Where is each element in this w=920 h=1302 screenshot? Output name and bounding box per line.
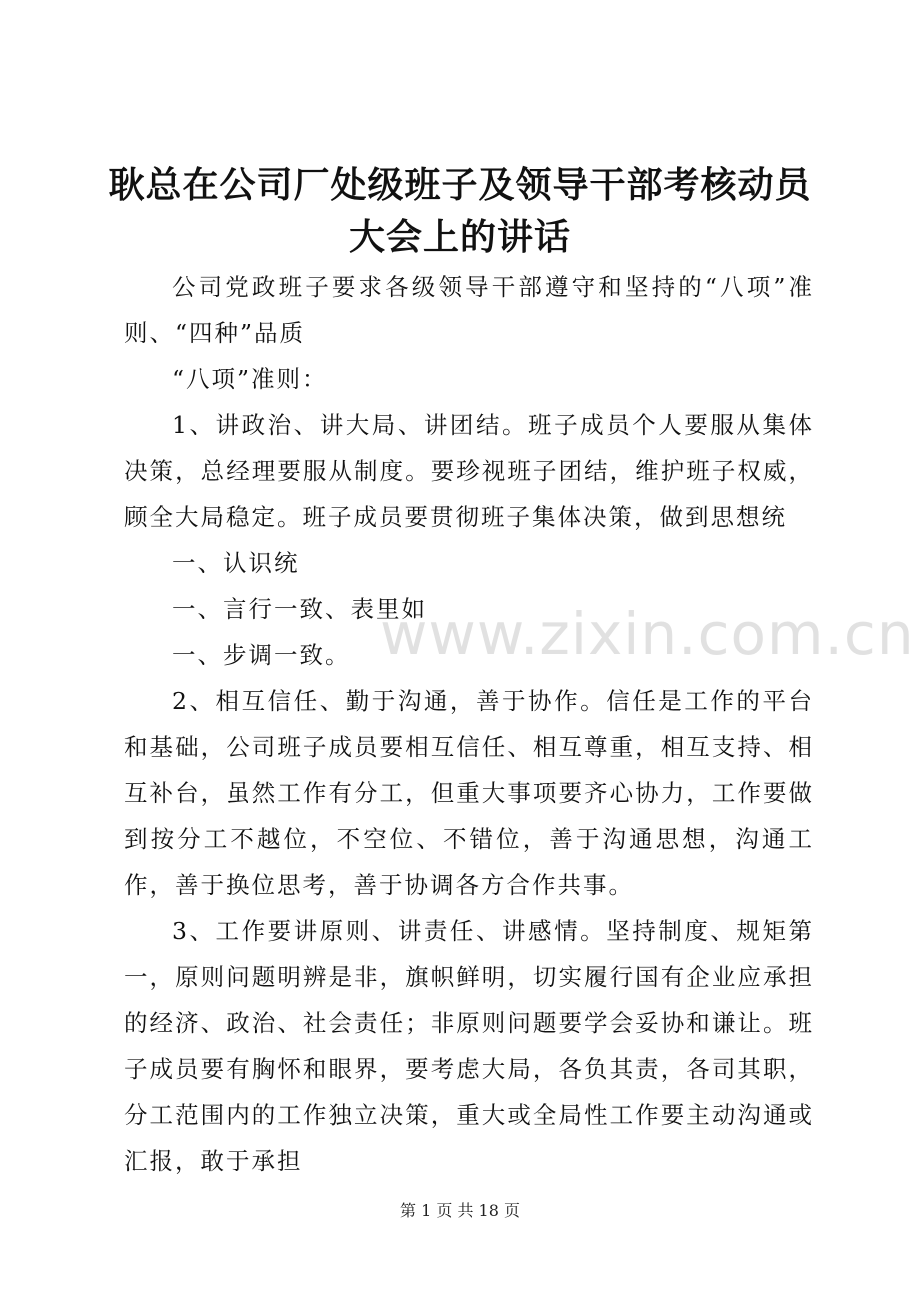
- paragraph-heading-eight-principles: “八项”准则：: [172, 365, 328, 393]
- paragraph-line-1: 一、认识统: [172, 549, 300, 577]
- paragraph-line-3: 一、步调一致。: [172, 641, 351, 669]
- paragraph-principle-1: 1、讲政治、讲大局、讲团结。班子成员个人要服从集体决策，总经理要服从制度。要珍视班子团结，维护班子权威，顾全大局稳定。班子成员要贯彻班子集体决策，做到思想统: [124, 411, 814, 531]
- paragraph-intro: 公司党政班子要求各级领导干部遵守和坚持的“八项”准则、“四种”品质: [124, 273, 814, 347]
- paragraph-line-2: 一、言行一致、表里如: [172, 595, 427, 623]
- document-title: 耿总在公司厂处级班子及领导干部考核动员大会上的讲话: [108, 165, 812, 258]
- watermark: www.zixin.com.cn: [380, 600, 915, 668]
- paragraph-principle-2: 2、相互信任、勤于沟通，善于协作。信任是工作的平台和基础，公司班子成员要相互信任、相互尊重，相互支持、相互补台，虽然工作有分工，但重大事项要齐心协力，工作要做到按分工不越位，不空位、不错位，善于沟通思想，沟通工作，善于换位思考，善于协调各方合作共事。: [124, 687, 814, 899]
- paragraph-principle-3: 3、工作要讲原则、讲责任、讲感情。坚持制度、规矩第一，原则问题明辨是非，旗帜鲜明，切实履行国有企业应承担的经济、政治、社会责任；非原则问题要学会妥协和谦让。班子成员要有胸怀和眼界，要考虑大局，各负其责，各司其职，分工范围内的工作独立决策，重大或全局性工作要主动沟通或汇报，敢于承担: [124, 917, 814, 1175]
- page-footer: 第 1 页 共 18 页: [400, 1201, 520, 1220]
- document-body: [124, 264, 814, 1184]
